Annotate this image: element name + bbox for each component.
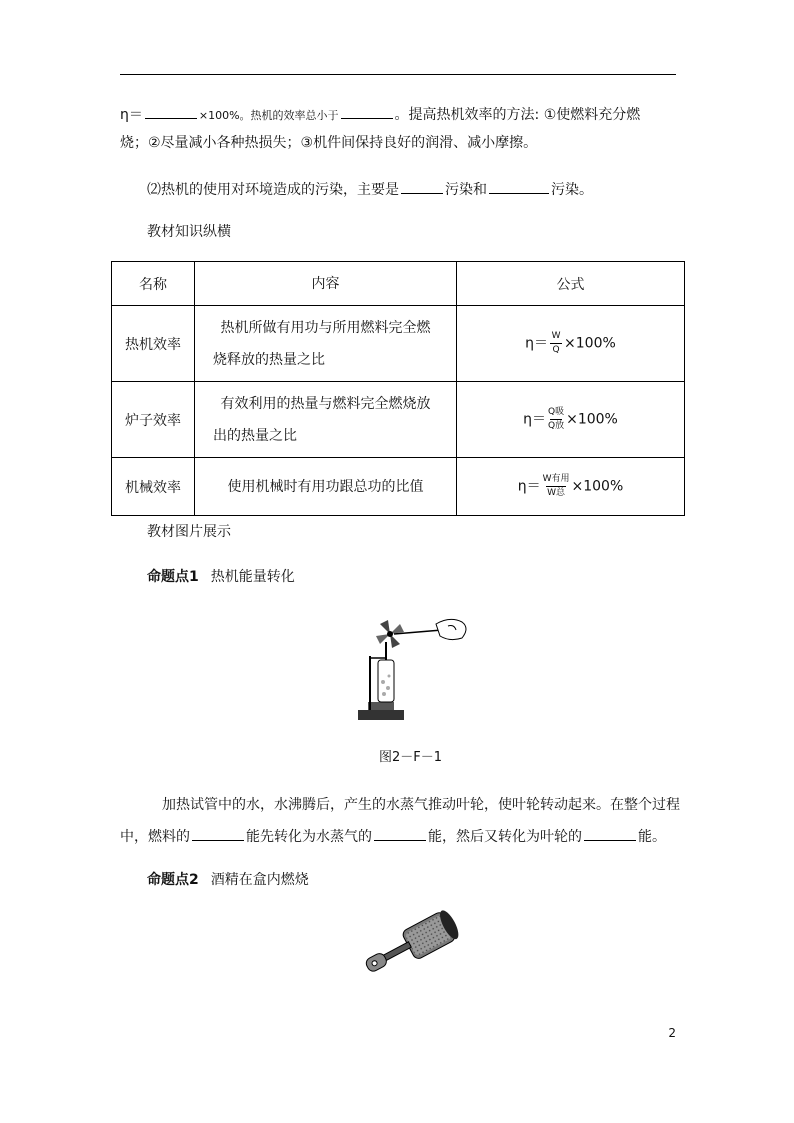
table-cell-content bbox=[195, 382, 457, 458]
text-steam: 能先转化为水蒸气的 bbox=[246, 829, 372, 845]
text-impeller: 能，然后又转化为叶轮的 bbox=[428, 829, 582, 845]
table-cell-content bbox=[195, 306, 457, 382]
text-pollution-b: 污染和 bbox=[445, 182, 487, 198]
content-line: 热机所做有用功与所用燃料完全燃 bbox=[220, 319, 431, 336]
section-heading-knowledge: 教材知识纵横 bbox=[147, 224, 231, 240]
figure-caption: 图2－F－1 bbox=[379, 750, 443, 765]
numerator: W有用 bbox=[542, 474, 570, 484]
table-row bbox=[112, 306, 685, 382]
table-cell-name: 机械效率 bbox=[112, 458, 195, 516]
text-pollution-a: ⑵热机的使用对环境造成的污染，主要是 bbox=[147, 182, 399, 198]
fraction bbox=[550, 331, 562, 356]
table-header-formula: 公式 bbox=[457, 262, 685, 306]
header-rule bbox=[120, 74, 676, 75]
point-label: 命题点2 bbox=[147, 872, 199, 888]
table-cell-formula bbox=[457, 458, 685, 516]
content-line: 使用机械时有用功跟总功的比值 bbox=[227, 478, 424, 495]
page-number: 2 bbox=[668, 1026, 676, 1040]
content-line: 有效利用的热量与燃料完全燃烧放 bbox=[220, 395, 431, 412]
eta-symbol: η＝ bbox=[525, 335, 549, 352]
answer-blank bbox=[584, 826, 636, 841]
content-line: 烧释放的热量之比 bbox=[213, 351, 325, 368]
percent-factor: ×100% bbox=[571, 478, 624, 495]
answer-blank bbox=[374, 826, 426, 841]
proposition-point-2 bbox=[147, 870, 309, 890]
paragraph-efficiency bbox=[120, 104, 640, 126]
text-pollution-c: 污染。 bbox=[551, 182, 593, 198]
denominator: W总 bbox=[547, 488, 565, 498]
eta-symbol: η＝ bbox=[517, 478, 541, 495]
point-title: 热机能量转化 bbox=[210, 569, 295, 585]
point-label: 命题点1 bbox=[147, 569, 199, 585]
text-fuel: 中，燃料的 bbox=[120, 829, 190, 845]
denominator: Q放 bbox=[548, 421, 565, 431]
percent-factor: ×100% bbox=[566, 411, 618, 428]
alcohol-box-figure bbox=[358, 906, 464, 990]
text-eta: η＝ bbox=[120, 107, 143, 123]
paragraph-turbine-line2 bbox=[120, 826, 666, 847]
table-header-content: 内容 bbox=[195, 262, 457, 306]
answer-blank bbox=[145, 104, 197, 119]
answer-blank bbox=[401, 179, 443, 194]
section-heading-pictures: 教材图片展示 bbox=[147, 524, 231, 540]
proposition-point-1 bbox=[147, 567, 295, 587]
steam-turbine-figure bbox=[350, 612, 480, 724]
answer-blank bbox=[489, 179, 549, 194]
text-energy-end: 能。 bbox=[638, 829, 666, 845]
denominator: Q bbox=[552, 345, 560, 355]
point-title: 酒精在盒内燃烧 bbox=[210, 872, 309, 888]
fraction bbox=[543, 474, 570, 499]
table-header-row bbox=[112, 262, 685, 306]
eta-symbol: η＝ bbox=[523, 411, 546, 428]
table-row bbox=[112, 458, 685, 516]
table-cell-formula bbox=[457, 382, 685, 458]
table-cell-content bbox=[195, 458, 457, 516]
text-methods: 。提高热机效率的方法: ①使燃料充分燃 bbox=[394, 107, 641, 123]
content-line: 出的热量之比 bbox=[213, 427, 297, 444]
knowledge-table bbox=[111, 261, 685, 516]
table-cell-name: 热机效率 bbox=[112, 306, 195, 382]
table-cell-name: 炉子效率 bbox=[112, 382, 195, 458]
text-efficiency-less: ×100%。热机的效率总小于 bbox=[198, 109, 339, 122]
percent-factor: ×100% bbox=[564, 335, 616, 352]
paragraph-pollution bbox=[147, 179, 593, 200]
fraction bbox=[548, 407, 564, 432]
table-header-name: 名称 bbox=[112, 262, 195, 306]
table-cell-formula bbox=[457, 306, 685, 382]
paragraph-turbine-line1: 加热试管中的水，水沸腾后，产生的水蒸气推动叶轮，使叶轮转动起来。在整个过程 bbox=[162, 797, 680, 813]
answer-blank bbox=[341, 104, 393, 119]
numerator: W bbox=[551, 331, 561, 341]
table-row bbox=[112, 382, 685, 458]
answer-blank bbox=[192, 826, 244, 841]
paragraph-efficiency-line2: 烧；②尽量减小各种热损失；③机件间保持良好的润滑、减小摩擦。 bbox=[120, 135, 538, 151]
numerator: Q吸 bbox=[548, 407, 565, 417]
